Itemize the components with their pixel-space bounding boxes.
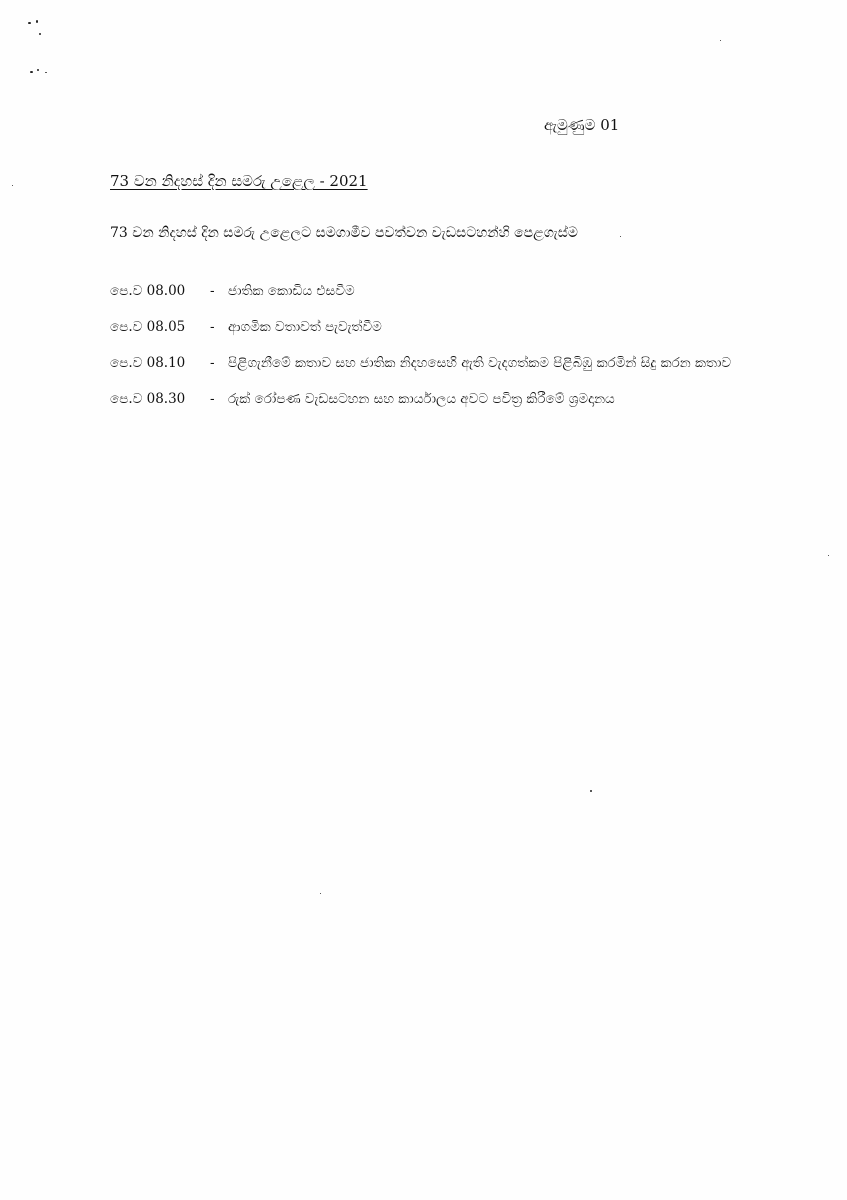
schedule-activity: ජාතික කොඩිය එසවීම	[228, 283, 355, 299]
schedule-activity: රුක් රෝපණ වැඩසටහන සහ කාර්යාලය අවට පවිත්‍ර කිරීමේ ශ්‍රමදානය	[228, 391, 615, 407]
schedule-time: පෙ.ව 08.30	[110, 391, 186, 407]
schedule-separator: -	[210, 319, 215, 335]
schedule-row	[110, 352, 750, 374]
document-subtitle: 73 වන නිදහස් දින සමරු උළෙලට සමගාමීව පවත්වන වැඩසටහන්හි පෙළගැස්ම	[110, 225, 578, 241]
schedule-time: පෙ.ව 08.10	[110, 355, 186, 371]
schedule-row	[110, 388, 750, 410]
schedule-list	[110, 280, 750, 410]
annex-label: ඇමුණුම 01	[544, 116, 620, 134]
schedule-activity: පිළිගැනීමේ කතාව සහ ජාතික නිදහසෙහි ඇති වැදගත්කම පිළිබිඹු කරමින් සිදු කරන කතාව	[228, 355, 732, 371]
schedule-row	[110, 316, 750, 338]
schedule-time: පෙ.ව 08.05	[110, 319, 186, 335]
schedule-separator: -	[210, 391, 215, 407]
schedule-row	[110, 280, 750, 302]
schedule-time: පෙ.ව 08.00	[110, 283, 186, 299]
schedule-separator: -	[210, 355, 215, 371]
schedule-separator: -	[210, 283, 215, 299]
document-title: 73 වන නිදහස් දින සමරු උළෙල - 2021	[110, 172, 368, 190]
schedule-activity: ආගමික වතාවත් පැවැත්වීම	[228, 319, 382, 335]
